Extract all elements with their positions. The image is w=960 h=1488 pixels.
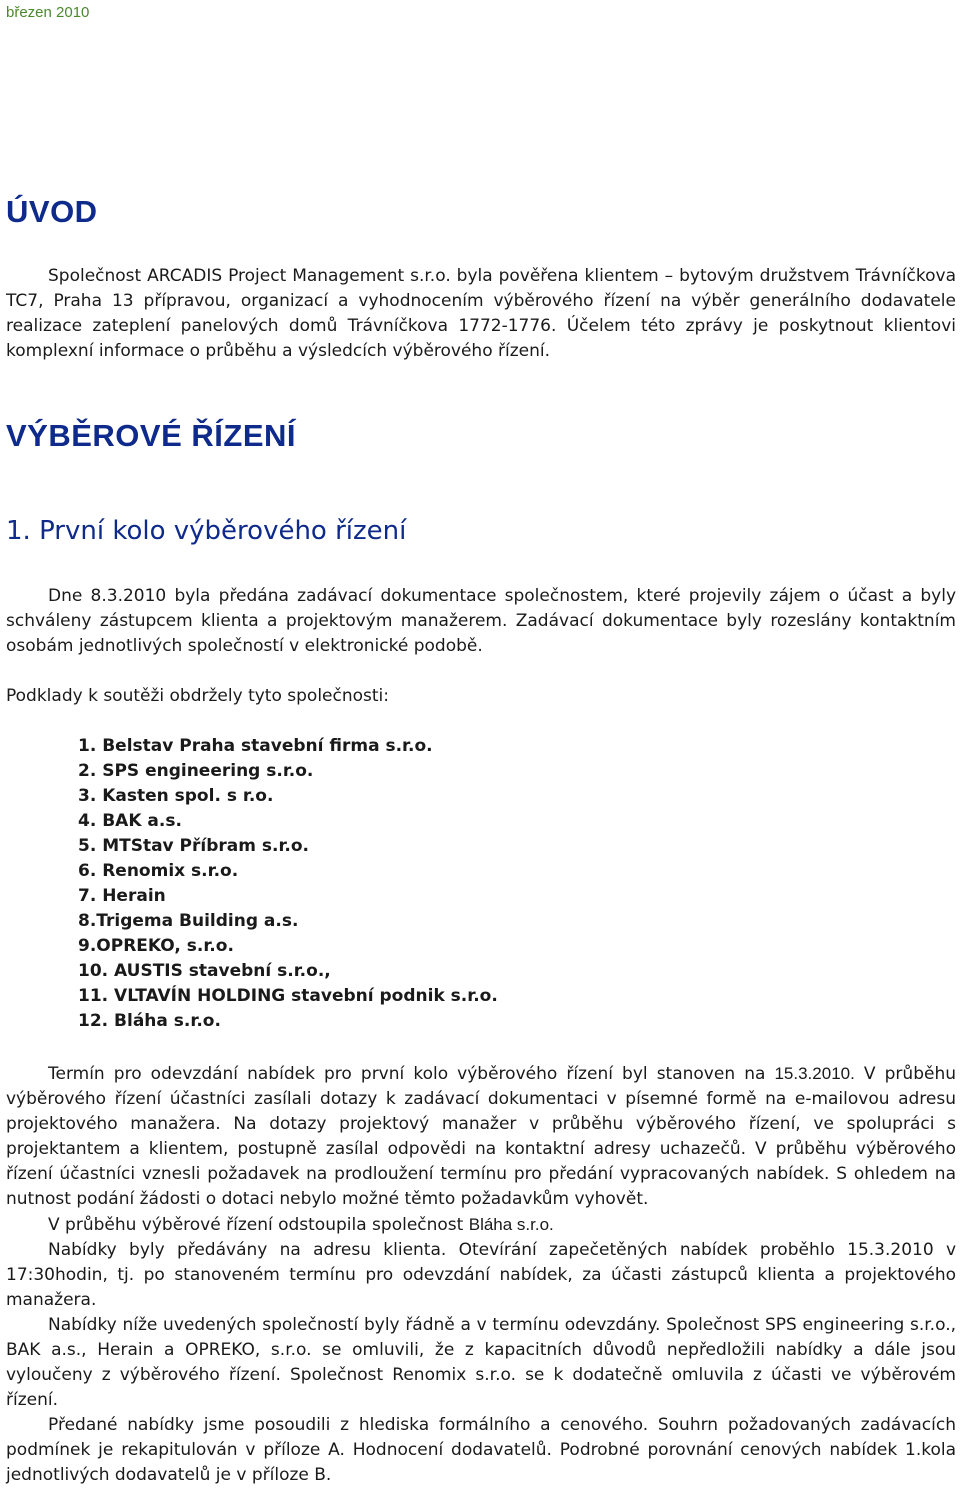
podklady-text: Podklady k soutěži obdržely tyto společnosti: — [6, 686, 389, 706]
radne-text: Nabídky níže uvedených společností byly řádně a v termínu odevzdány. Společnost SPS engineering s.r.o., BAK a.s., Herain a OPREKO, s.r.o. se omluvili, že z kapacitních důvodů nepředložili nabídky a dále jsou vyloučeny z výběrového řízení. Společnost Renomix s.r.o. se k dodatečně omluvila z účasti ve výběrovém řízení. — [6, 1315, 956, 1410]
company-list-item: 10. AUSTIS stavební s.r.o., — [78, 961, 331, 981]
dne-text: Dne 8.3.2010 byla předána zadávací dokumentace společnostem, které projevily zájem o účast a byly schváleny zástupcem klienta a projektovým manažerem. Zadávací dokumentace byly rozeslány kontaktním osobám jednotlivých společností v elektronické podobě. — [6, 586, 956, 656]
nabidky-paragraph — [6, 1238, 956, 1313]
company-list-item: 12. Bláha s.r.o. — [78, 1011, 221, 1031]
company-list-item: 2. SPS engineering s.r.o. — [78, 761, 314, 781]
odstoupila-company: Bláha s.r.o. — [468, 1215, 554, 1234]
company-list — [78, 734, 498, 1034]
company-list-item: 5. MTStav Příbram s.r.o. — [78, 836, 310, 856]
company-list-item: 8.Trigema Building a.s. — [78, 911, 299, 931]
nabidky-text: Nabídky byly předávány na adresu klienta. Otevírání zapečetěných nabídek proběhlo 15.3.2010 v 17:30hodin, tj. po stanoveném termínu pro odevzdání nabídek, za účasti zástupců klienta a projektového manažera. — [6, 1240, 956, 1310]
company-list-item: 3. Kasten spol. s r.o. — [78, 786, 274, 806]
posoudili-paragraph — [6, 1413, 956, 1488]
intro-paragraph — [6, 264, 956, 364]
termin-paragraph — [6, 1061, 956, 1212]
company-list-item: 4. BAK a.s. — [78, 811, 182, 831]
intro-text: Společnost ARCADIS Project Management s.r.o. byla pověřena klientem – bytovým družstvem Trávníčkova TC7, Praha 13 přípravou, organizací a vyhodnocením výběrového řízení na výběr generálního dodavatele realizace zateplení panelových domů Trávníčkova 1772-1776. Účelem této zprávy je poskytnout klientovi komplexní informace o průběhu a výsledcích výběrového řízení. — [6, 266, 956, 361]
podklady-paragraph — [6, 684, 956, 709]
company-list-item: 1. Belstav Praha stavební firma s.r.o. — [78, 736, 433, 756]
subsection-title-prvni-kolo: 1. První kolo výběrového řízení — [6, 516, 407, 546]
radne-paragraph — [6, 1313, 956, 1413]
company-list-item: 11. VLTAVÍN HOLDING stavební podnik s.r.o. — [78, 986, 498, 1006]
termin-text-a: Termín pro odevzdání nabídek pro první kolo výběrového řízení byl stanoven na — [48, 1064, 775, 1084]
termin-text-b: V průběhu výběrového řízení účastníci zasílali dotazy k zadávací dokumentaci v písemné formě na e-mailovou adresu projektového manažera. Na dotazy projektový manažer v průběhu výběrového řízení, ve spolupráci s projektantem a klientem, postupně zasílal odpovědi na kontaktní adresy uchazečů. V průběhu výběrového řízení účastníci vznesli požadavek na prodloužení termínu pro předání vypracovaných nabídek. S ohledem na nutnost podání žádosti o dotaci nebylo možné těmto požadavkům vyhovět. — [6, 1064, 956, 1209]
odstoupila-text: V průběhu výběrové řízení odstoupila společnost — [48, 1215, 469, 1235]
section-title-vyberove-rizeni: VÝBĚROVÉ ŘÍZENÍ — [6, 418, 296, 453]
company-list-item: 9.OPREKO, s.r.o. — [78, 936, 234, 956]
section-title-uvod: ÚVOD — [6, 194, 98, 229]
termin-block — [6, 1061, 956, 1488]
posoudili-text: Předané nabídky jsme posoudili z hlediska formálního a cenového. Souhrn požadovaných zadávacích podmínek je rekapitulován v příloze A. Hodnocení dodavatelů. Podrobné porovnání cenových nabídek 1.kola jednotlivých dodavatelů je v příloze B. — [6, 1415, 956, 1485]
header-date: březen 2010 — [6, 4, 90, 21]
odstoupila-paragraph — [6, 1212, 956, 1238]
company-list-item: 7. Herain — [78, 886, 166, 906]
termin-date: 15.3.2010. — [774, 1064, 855, 1083]
dne-paragraph — [6, 584, 956, 659]
company-list-item: 6. Renomix s.r.o. — [78, 861, 239, 881]
